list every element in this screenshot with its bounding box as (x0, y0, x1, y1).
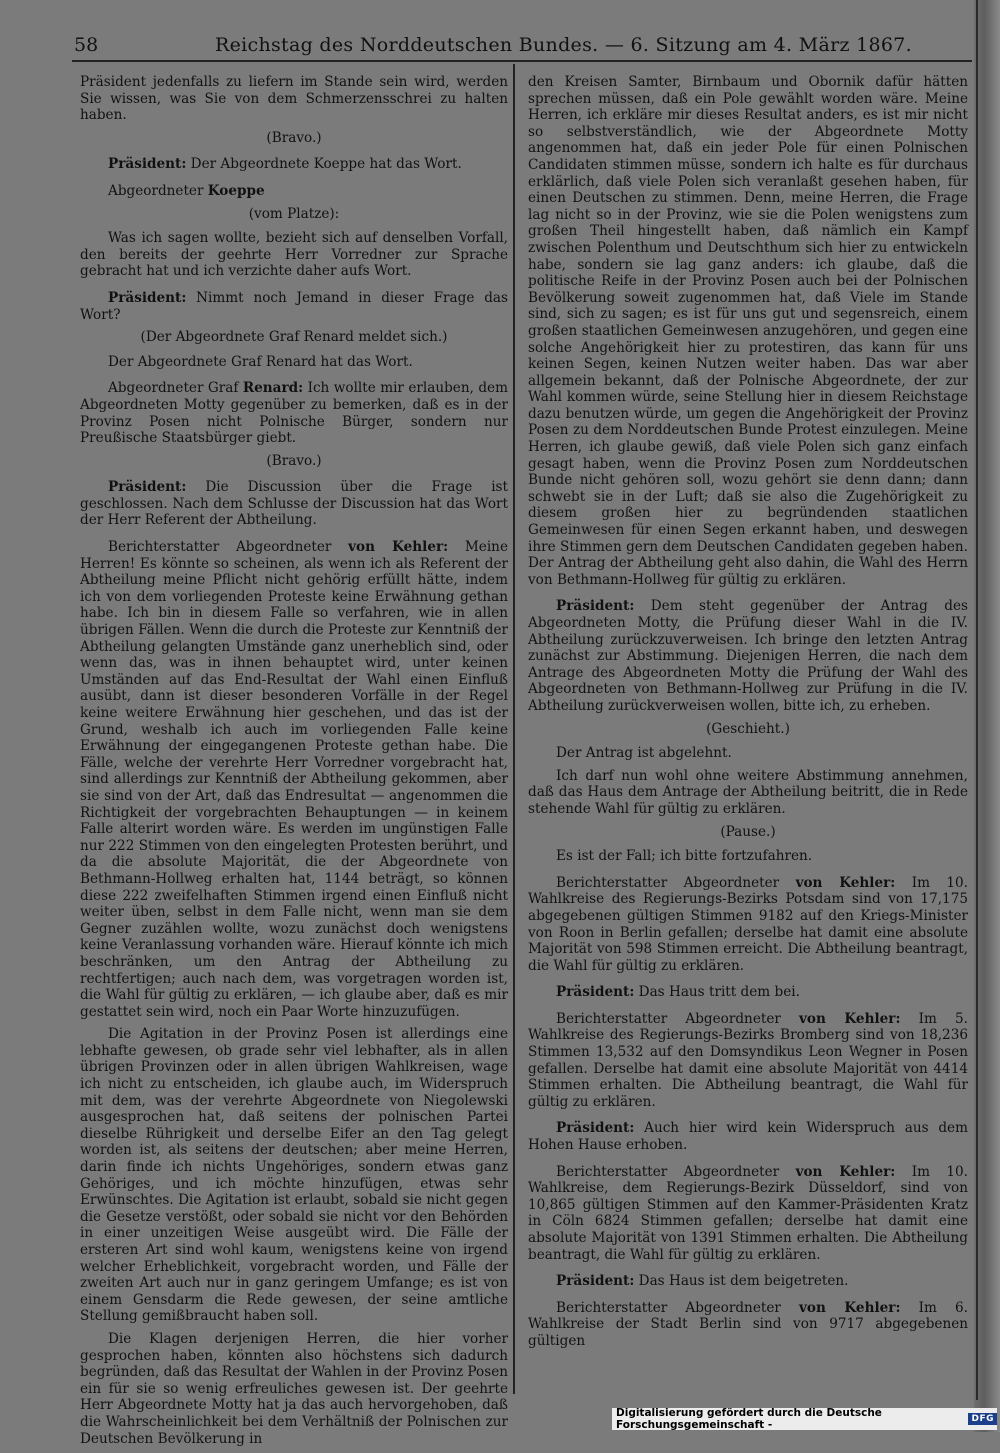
speaker-label: Präsident: (556, 1273, 635, 1290)
speaker-name: Renard: (242, 380, 304, 397)
speech-paragraph (80, 479, 508, 529)
footer-text: Digitalisierung gefördert durch die Deutsche Forschungsgemeinschaft - (616, 1407, 882, 1431)
stage-direction (528, 721, 968, 738)
speaker-role: Berichterstatter Abgeordneter (556, 1010, 800, 1027)
speech-text: Nimmt noch Jemand in dieser Frage das Wort? (80, 289, 508, 323)
speaker-label: Präsident: (556, 1120, 635, 1137)
stage-direction-text: (Bravo.) (266, 452, 322, 469)
speech-text: Das Haus tritt dem bei. (638, 984, 800, 1001)
body-paragraph (528, 745, 968, 762)
speech-text: Meine Herren! Es könnte so scheinen, als wenn ich als Referent der Abtheilung meine Pflicht nicht gehörig erfüllt hätte, indem ich von dem vorliegenden Proteste keine Erwähnung gethan habe. Ich bin in diesem Falle so verfahren, wie in allen übrigen Fällen. Wenn die durch die Proteste zur Kenntniß der Abtheilung gelangten Umstände ganz unerheblich sind, oder wenn das, was in ihnen behauptet wird, unter keinen Umständen auf das End-Resultat der Wahl einen Einfluß ausübt, dann ist dieser besonderen Vorfälle in der Regel keine weitere Erwähnung hier geschehen, und das ist der Grund, weshalb ich auch im vorliegenden Falle keine Erwähnung der eingegangenen Proteste gethan habe. Die Fälle, welche der verehrte Herr Vorredner vorgebracht hat, sind allerdings zur Kenntniß der Abtheilung gekommen, aber sie sind von der Art, daß das Endresultat — angenommen die Richtigkeit der vorgebrachten Behauptungen — in keinem Falle alterirt worden wäre. Es werden im ungünstigen Falle nur 222 Stimmen von den eingelegten Protesten berührt, und da die absolute Majorität, die der Abgeordnete von Bethmann-Hollweg erhalten hat, 1144 beträgt, so können diese 222 zweifelhaften Stimmen irgend einen Einfluß nicht weiter üben, selbst in dem Falle nicht, wenn man sie dem Gegner zuzählen wollte, wozu zunächst doch wenigstens keine Veranlassung vorhanden wäre. Hierauf könnte ich mich beschränken, um den Antrag der Abtheilung zu rechtfertigen; auch nach dem, was vorgetragen worden ist, die Wahl für gültig zu erklären, — ich glaube aber, daß es mir gestattet sein wird, noch ein Paar Worte hinzuzufügen. (80, 539, 508, 1020)
body-paragraph (528, 848, 968, 865)
speaker-role: Berichterstatter Abgeordneter (108, 539, 349, 556)
paragraph-text: Die Agitation in der Provinz Posen ist allerdings eine lebhafte gewesen, ob grade sehr viel lebhafter, als in allen übrigen Provinzen oder in allen übrigen Wahlkreisen, wage ich nicht zu entscheiden, ich glaube auch, im Widerspruch mit dem, was der verehrte Abgeordnete von Niegolewski ausgesprochen hat, daß seitens der polnischen Partei dieselbe Rührigkeit und derselbe Eifer an den Tag gelegt worden ist, als seitens der deutschen; aber meine Herren, darin finde ich nichts Ungehöriges, sondern etwas ganz Gehöriges, und ich möchte hinzufügen, etwas sehr Erwünschtes. Die Agitation ist erlaubt, sobald sie nicht gegen die Gesetze verstößt, oder sobald sie nicht vor den Behörden in einer unzeitigen Weise ausgeübt wird. Die Fälle der ersteren Art sind wohl kaum, wenigstens keine von irgend welcher Erheblichkeit, vorgebracht worden, und Fälle der zweiten Art auch nur in ganz geringem Umfange; es ist von einem Gensdarm die Rede gewesen, der seine amtliche Stellung gemißbraucht haben soll. (80, 1026, 508, 1325)
speaker-label: Präsident: (108, 289, 187, 306)
speaker-role: Berichterstatter Abgeordneter (556, 1163, 796, 1180)
speaker-name: von Kehler: (348, 539, 449, 556)
paragraph-text: Die Klagen derjenigen Herren, die hier vorher gesprochen haben, könnten also höchstens sich dadurch begründen, daß das Resultat der Wahlen in der Provinz Posen ein für sie so wenig erfreuliches gewesen ist. Der geehrte Herr Abgeordnete Motty hat ja das auch hervorgehoben, daß die Wahrscheinlichkeit bei dem Verhältniß der Polnischen zur Deutschen Bevölkerung in (80, 1330, 508, 1447)
stage-direction (528, 824, 968, 841)
speech-text: Die Discussion über die Frage ist geschlossen. Nach dem Schlusse der Discussion hat das Wort der Herr Referent der Abtheilung. (80, 479, 508, 529)
paragraph-text: Präsident jedenfalls zu liefern im Stande sein wird, werden Sie wissen, was Sie von dem Schmerzensschrei zu halten haben. (80, 74, 508, 124)
speaker-role: Berichterstatter Abgeordneter (556, 874, 796, 891)
speech-paragraph (528, 875, 968, 975)
page-header (40, 34, 970, 60)
speaker-label: Präsident: (108, 156, 187, 173)
speech-text: Ich wollte mir erlauben, dem Abgeordneten Motty gegenüber zu bemerken, daß es in der Provinz Posen nicht Polnische Bürger, sondern nur Preußische Staatsbürger giebt. (80, 380, 508, 447)
speech-paragraph (528, 984, 968, 1001)
speaker-name: Koeppe (207, 182, 265, 199)
speech-paragraph (80, 539, 508, 1020)
paragraph-text: Der Abgeordnete Graf Renard hat das Wort. (108, 353, 413, 370)
speech-text: Der Abgeordnete Koeppe hat das Wort. (190, 156, 462, 173)
stage-direction-text: (Pause.) (720, 823, 776, 840)
stage-direction-text: (Der Abgeordnete Graf Renard meldet sich.) (140, 329, 448, 346)
speaker-label: Präsident: (108, 479, 187, 496)
speech-paragraph (80, 156, 508, 173)
body-paragraph (80, 1331, 508, 1447)
speaker-role: Abgeordneter (108, 182, 208, 199)
stage-direction (80, 453, 508, 470)
body-paragraph (80, 1026, 508, 1325)
paragraph-text: Der Antrag ist abgelehnt. (556, 745, 732, 762)
column-divider (513, 64, 515, 1394)
speech-paragraph (528, 1120, 968, 1153)
paragraph-text: Was ich sagen wollte, bezieht sich auf denselben Vorfall, den bereits der geehrte Herr Vorredner zur Sprache gebracht hat und ich verzichte daher aufs Wort. (80, 230, 508, 280)
speaker-name: von Kehler: (799, 1299, 901, 1316)
paragraph-text: Ich darf nun wohl ohne weitere Abstimmung annehmen, daß das Haus dem Antrage der Abtheilung beitritt, die in Rede stehende Wahl für gültig zu erklären. (528, 767, 968, 817)
speech-paragraph (80, 183, 508, 200)
stage-direction-text: (Geschieht.) (706, 720, 790, 737)
running-head: Reichstag des Norddeutschen Bundes. — 6. Sitzung am 4. März 1867. (215, 34, 913, 56)
paragraph-text: Es ist der Fall; ich bitte fortzufahren. (556, 848, 813, 865)
speech-text: Auch hier wird kein Widerspruch aus dem Hohen Hause erhoben. (528, 1120, 968, 1154)
speaker-label: Präsident: (556, 984, 635, 1001)
speech-paragraph (528, 1300, 968, 1350)
speaker-role: Berichterstatter Abgeordneter (556, 1299, 800, 1316)
header-rule (72, 60, 972, 62)
speech-paragraph (80, 290, 508, 323)
speech-text: Im 10. Wahlkreise des Regierungs-Bezirks Potsdam sind von 17,175 abgegebenen gültigen Stimmen 9182 auf den Kriegs-Minister von Roon in Berlin gefallen; derselbe hat damit eine absolute Majorität von 598 Stimmen erreicht. Die Abtheilung beantragt, die Wahl für gültig zu erklären. (528, 874, 968, 974)
body-paragraph (528, 74, 968, 588)
body-paragraph (80, 74, 508, 124)
paragraph-text: den Kreisen Samter, Birnbaum und Obornik dafür hätten sprechen müssen, daß ein Pole gewählt worden wäre. Meine Herren, ich erkläre mir dieses Resultat anders, es ist mir nicht so selbstverständlich, wie der Abgeordnete Motty angenommen hat, daß ein jeder Pole für einen Polnischen Candidaten stimmen müsse, sondern ich halte es für durchaus erklärlich, daß viele Polen sich veranlaßt gesehen haben, für einen Deutschen zu stimmen. Denn, meine Herren, die Frage lag nicht so in der Provinz, wie sie die Polen wenigstens zum großen Theil hingestellt haben, daß nämlich ein Kampf zwischen Polenthum und Deutschthum sich hier zu entwickeln habe, sondern sie lag ganz anders: ich glaube, daß die politische Reife in der Provinz Posen auch bei der Polnischen Bevölkerung soweit zugenommen hat, daß Viele im Stande sind, sich zu sagen; es ist für uns gut und segensreich, einem großen staatlichen Gemeinwesen anzugehören, und gegen eine solche Angehörigkeit hier zu protestiren, das kann für uns keinen Segen, keinen Nutzen weiter haben. Das war aber allgemein bekannt, daß der Polnische Abgeordnete, der zur Wahl kommen würde, seine Stellung hier in diesem Reichstage dazu benutzen würde, um gegen die Angehörigkeit der Provinz Posen zu dem Norddeutschen Bunde Protest einzulegen. Meine Herren, ich glaube gewiß, daß viele Polen sich ganz einfach gesagt haben, wenn die Provinz Posen zum Norddeutschen Bunde nicht gehören soll, wozu gehört sie denn dann; dann schwebt sie in der Luft; daß sie also die Zugehörigkeit zu diesem großen hier zu begründenden staatlichen Gemeinwesen für einen Segen erkannt haben, und deswegen ihre Stimmen gern dem Deutschen Candidaten gegeben haben. Der Antrag der Abtheilung geht also dahin, die Wahl des Herrn von Bethmann-Hollweg für gültig zu erklären. (528, 74, 968, 588)
left-column (80, 74, 508, 1453)
speech-text: Im 10. Wahlkreise, dem Regierungs-Bezirk Düsseldorf, sind von 10,865 gültigen Stimmen auf den Kammer-Präsidenten Kratz in Cöln 6824 Stimmen gefallen; derselbe hat damit eine absolute Majorität von 1391 Stimmen erhalten. Die Abtheilung beantragt, die Wahl für gültig zu erklären. (528, 1163, 968, 1263)
speech-text: Das Haus ist dem beigetreten. (638, 1273, 849, 1290)
stage-direction-text: (vom Platze): (248, 205, 340, 222)
page-number: 58 (74, 34, 99, 56)
speaker-name: von Kehler: (795, 1163, 896, 1180)
stage-direction-text: (Bravo.) (266, 129, 322, 146)
speaker-label: Präsident: (556, 598, 635, 615)
stage-direction (80, 329, 508, 346)
speech-paragraph (528, 1011, 968, 1111)
digitization-footer (612, 1408, 997, 1430)
speech-paragraph (528, 598, 968, 714)
speech-text: Im 5. Wahlkreise des Regierungs-Bezirks Bromberg sind von 18,236 Stimmen 13,532 auf den Domsyndikus Leon Wegner in Posen gefallen. Derselbe hat damit eine absolute Majorität von 4414 Stimmen erhalten. Die Abtheilung beantragt, die Wahl für gültig zu erklären. (528, 1010, 968, 1110)
speaker-name: von Kehler: (799, 1010, 901, 1027)
body-paragraph (528, 768, 968, 818)
speech-paragraph (80, 380, 508, 446)
speaker-name: von Kehler: (795, 874, 896, 891)
body-paragraph (80, 230, 508, 280)
body-paragraph (80, 354, 508, 371)
stage-direction (80, 206, 508, 223)
dfg-logo: DFG (968, 1413, 997, 1425)
speech-paragraph (528, 1164, 968, 1264)
page-edge-line (976, 0, 978, 1400)
stage-direction (80, 130, 508, 147)
speech-text: Dem steht gegenüber der Antrag des Abgeordneten Motty, die Prüfung dieser Wahl in die IV. Abtheilung zurückzuverweisen. Ich bringe den letzten Antrag zunächst zur Abstimmung. Diejenigen Herren, die nach dem Antrage des Abgeordneten Motty die Prüfung der Wahl des Abgeordneten von Bethmann-Hollweg zur Prüfung in die IV. Abtheilung zurückverweisen wollen, bitte ich, zu erheben. (528, 598, 968, 714)
speech-paragraph (528, 1273, 968, 1290)
right-column (528, 74, 968, 1356)
speech-text: Im 6. Wahlkreise der Stadt Berlin sind von 9717 abgegebenen gültigen (528, 1299, 968, 1349)
speaker-role: Abgeordneter Graf (108, 380, 243, 397)
